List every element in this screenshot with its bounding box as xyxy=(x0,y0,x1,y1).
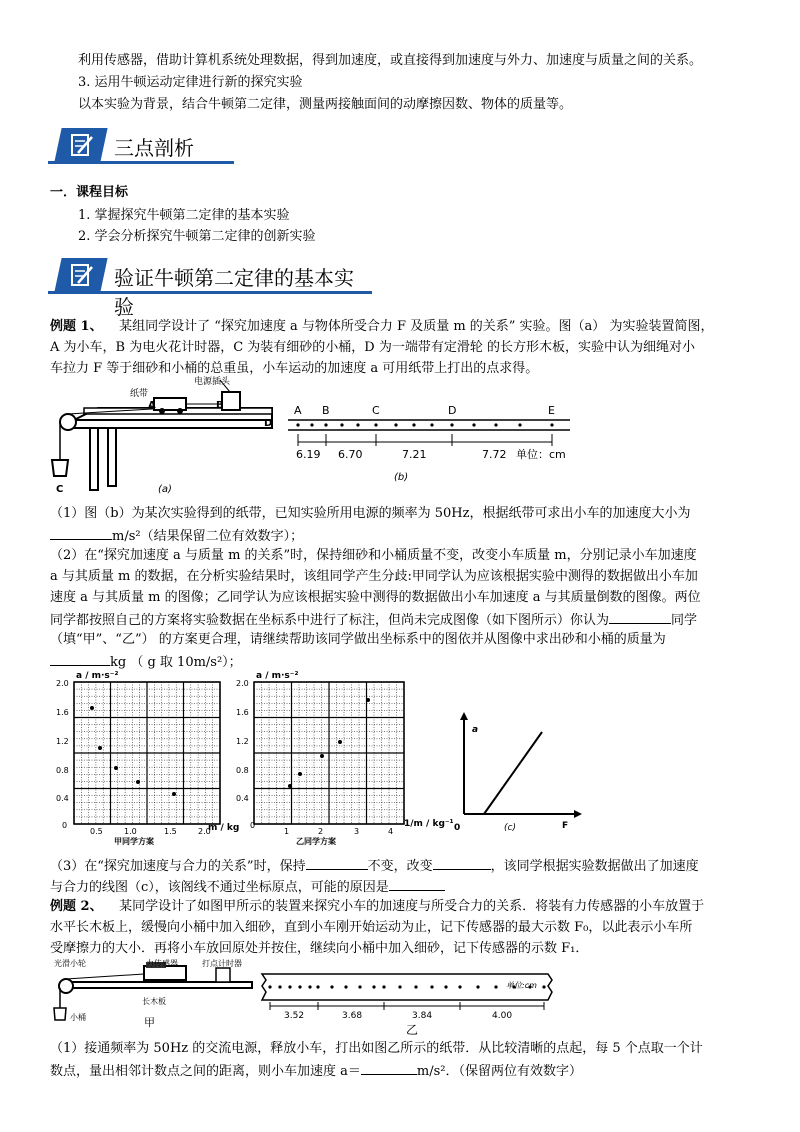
tape-distance: 3.84 xyxy=(412,1011,433,1021)
y-tick: 1.6 xyxy=(236,708,249,717)
question-1: （1）图（b）为某次实验得到的纸带，已知实验所用电源的频率为 50Hz，根据纸带可求出小车的加速度大小为 xyxy=(50,506,691,521)
tape-distance: 4.00 xyxy=(492,1011,513,1021)
figure-a-apparatus xyxy=(50,378,280,500)
tape-distance: 3.68 xyxy=(342,1011,363,1021)
x-tick: 1.5 xyxy=(164,827,177,836)
tape-point: A xyxy=(294,404,302,417)
fig-b-caption: (b) xyxy=(394,472,409,483)
question-2-line: kg （ g 取 10m/s²）； xyxy=(50,652,242,672)
label-pulley: 光滑小轮 xyxy=(54,959,86,968)
tape-point: C xyxy=(372,404,380,417)
example-label: 例题 2、 xyxy=(50,899,103,914)
course-goals-heading: 一．课程目标 xyxy=(50,185,129,200)
example2-line-3: 受摩擦力的大小．再将小车放回原处并按住，继续向小桶中加入细砂，记下传感器的示数 F₁． xyxy=(50,941,589,956)
example2-question-1-line: 数点，量出相邻计数点之间的距离，则小车加速度 a＝ m/s²．（保留两位有效数字） xyxy=(50,1061,582,1081)
y-tick: 2.0 xyxy=(56,679,69,688)
section-title: 验证牛顿第二定律的基本实验 xyxy=(114,266,354,319)
section-header-basic-experiment xyxy=(48,258,372,319)
x-tick: 0 xyxy=(250,821,256,830)
tape-distance: 3.52 xyxy=(284,1011,305,1021)
example2-line-2: 水平长木板上，缓慢向小桶中加入细砂，直到小车刚开始运动为止，记下传感器的最大示数 F₀，以此表示小车所 xyxy=(50,920,693,935)
x-tick: 1 xyxy=(284,827,290,836)
tape-distance: 7.21 xyxy=(402,448,427,461)
tape-unit: 单位：cm xyxy=(516,448,566,461)
intro-line-1: 利用传感器，借助计算机系统处理数据，得到加速度，或直接得到加速度与外力、加速度与质量之间的关系。 xyxy=(78,53,703,68)
answer-blank[interactable] xyxy=(50,652,110,666)
example2-question-1: （1）接通频率为 50Hz 的交流电源，释放小车，打出如图乙所示的纸带．从比较清晰的点起，每 5 个点取一个计 xyxy=(50,1041,703,1056)
figure-yi-tape xyxy=(256,966,556,1036)
answer-blank[interactable] xyxy=(389,877,445,891)
question-1-answer-line: m/s²（结果保留二位有效数字）； xyxy=(50,526,303,546)
y-tick: 0.8 xyxy=(56,766,69,775)
fig-jia-caption: 甲 xyxy=(144,1016,155,1029)
tape-point: D xyxy=(448,404,457,417)
question-2-line: （填“甲”、“乙”） 的方案更合理，请继续帮助该同学做出坐标系中的图依并从图像中求出砂和小桶的质量为 xyxy=(50,632,666,647)
figure-jia-apparatus xyxy=(50,958,254,1034)
y-tick: 1.2 xyxy=(236,737,249,746)
section-header-three-points xyxy=(48,128,234,168)
notepad-icon xyxy=(54,128,107,162)
graph-ylabel: a / m·s⁻² xyxy=(256,671,299,681)
y-tick: 1.6 xyxy=(56,708,69,717)
tape-distance: 7.72 xyxy=(482,448,507,461)
y-tick: 0.4 xyxy=(236,794,249,803)
course-goal-item: 2. 学会分析探究牛顿第二定律的创新实验 xyxy=(78,229,316,244)
y-tick: 1.2 xyxy=(56,737,69,746)
x-tick: 0 xyxy=(62,821,68,830)
tape-point: B xyxy=(322,404,330,417)
notepad-icon xyxy=(54,258,107,292)
x-tick: 4 xyxy=(388,827,394,836)
graph-xlabel: m / kg xyxy=(208,823,240,833)
tape-distance: 6.19 xyxy=(296,448,321,461)
question-2-line: 同学都按照自己的方案将实验数据在坐标系中进行了标注，但尚未完成图像（如下图所示）你认为 同学 xyxy=(50,610,697,630)
label-B: B xyxy=(216,400,224,411)
answer-blank[interactable] xyxy=(50,526,112,540)
question-2-line: 速度 a 与其质量 m 的图像；乙同学认为应该根据实验中测得的数据做出小车加速度 a 与其质量倒数的图像。两位 xyxy=(50,590,701,605)
intro-line-2: 3. 运用牛顿运动定律进行新的探究实验 xyxy=(78,75,303,90)
x-tick: 1.0 xyxy=(124,827,137,836)
tape-point: E xyxy=(548,404,555,417)
question-2-line: （2）在“探究加速度 a 与质量 m 的关系”时，保持细砂和小桶质量不变，改变小车质量 m，分别记录小车加速度 xyxy=(50,548,697,563)
graph-c xyxy=(454,712,582,836)
fig-a-caption: (a) xyxy=(158,484,172,495)
label-timer: 打点计时器 xyxy=(202,959,242,968)
graph-ylabel: a xyxy=(472,725,479,735)
graph-caption: 乙同学方案 xyxy=(296,837,336,846)
graph-jia xyxy=(52,668,252,850)
question-3-line: （3）在“探究加速度与合力的关系”时，保持 不变，改变 ，该同学根据实验数据做出了加速度 xyxy=(50,856,699,876)
graph-xlabel: 1/m / kg⁻¹ xyxy=(404,819,454,829)
example1-line-2: A 为小车，B 为电火花计时器，C 为装有细砂的小桶，D 为一端带有定滑轮 的长方形木板，实验中认为细绳对小 xyxy=(50,340,695,355)
graph-caption: 甲同学方案 xyxy=(114,837,154,846)
example2-line-1: 例题 2、 某同学设计了如图甲所示的装置来探究小车的加速度与所受合力的关系．将装有力传感器的小车放置于 xyxy=(50,899,705,914)
label-D: D xyxy=(264,418,273,429)
example-label: 例题 1、 xyxy=(50,319,103,334)
figure-b-tape xyxy=(284,398,574,494)
label-bucket: 小桶 xyxy=(70,1013,86,1022)
label-tape: 纸带 xyxy=(130,389,149,399)
example1-line-3: 车拉力 F 等于细砂和小桶的总重虽，小车运动的加速度 a 可用纸带上打出的点求得。 xyxy=(50,361,539,376)
tape-unit: 单位:cm xyxy=(506,981,537,990)
course-goal-item: 1. 掌握探究牛顿第二定律的基本实验 xyxy=(78,208,290,223)
x-tick: 2 xyxy=(318,827,324,836)
x-tick: 0.5 xyxy=(90,827,103,836)
answer-blank[interactable] xyxy=(306,856,368,870)
y-tick: 2.0 xyxy=(236,679,249,688)
answer-blank[interactable] xyxy=(609,610,671,624)
fig-yi-caption: 乙 xyxy=(406,1023,419,1037)
answer-blank[interactable] xyxy=(433,856,491,870)
graph-yi xyxy=(236,668,454,850)
x-tick: 2.0 xyxy=(198,827,211,836)
example1-line-1: 例题 1、 某组同学设计了 “探究加速度 a 与物体所受合力 F 及质量 m 的关系” 实验。图（a） 为实验装置简图， xyxy=(50,319,714,334)
graph-ylabel: a / m·s⁻² xyxy=(76,671,119,681)
graph-caption: (c) xyxy=(504,823,516,833)
label-board: 长木板 xyxy=(142,997,166,1006)
intro-line-3: 以本实验为背景，结合牛顿第二定律，测量两接触面间的动摩擦因数、物体的质量等。 xyxy=(78,97,573,112)
question-2-line: a 与其质量 m 的数据，在分析实验结果时，该组同学产生分歧:甲同学认为应该根据实验中测得的数据做出小车加 xyxy=(50,569,698,584)
label-C: C xyxy=(56,484,64,495)
y-tick: 0.4 xyxy=(56,794,69,803)
answer-blank[interactable] xyxy=(361,1061,417,1075)
label-plug: 电源插头 xyxy=(194,377,231,387)
origin-label: 0 xyxy=(454,823,461,833)
tape-distance: 6.70 xyxy=(338,448,363,461)
label-A: A xyxy=(148,400,156,411)
y-tick: 0.8 xyxy=(236,766,249,775)
graph-xlabel: F xyxy=(562,821,569,831)
x-tick: 3 xyxy=(354,827,360,836)
question-3-line: 与合力的线图（c），该阁线不通过坐标原点，可能的原因是 xyxy=(50,877,445,897)
label-sensor: 力传感器 xyxy=(146,959,178,968)
section-title: 三点剖析 xyxy=(114,136,194,160)
